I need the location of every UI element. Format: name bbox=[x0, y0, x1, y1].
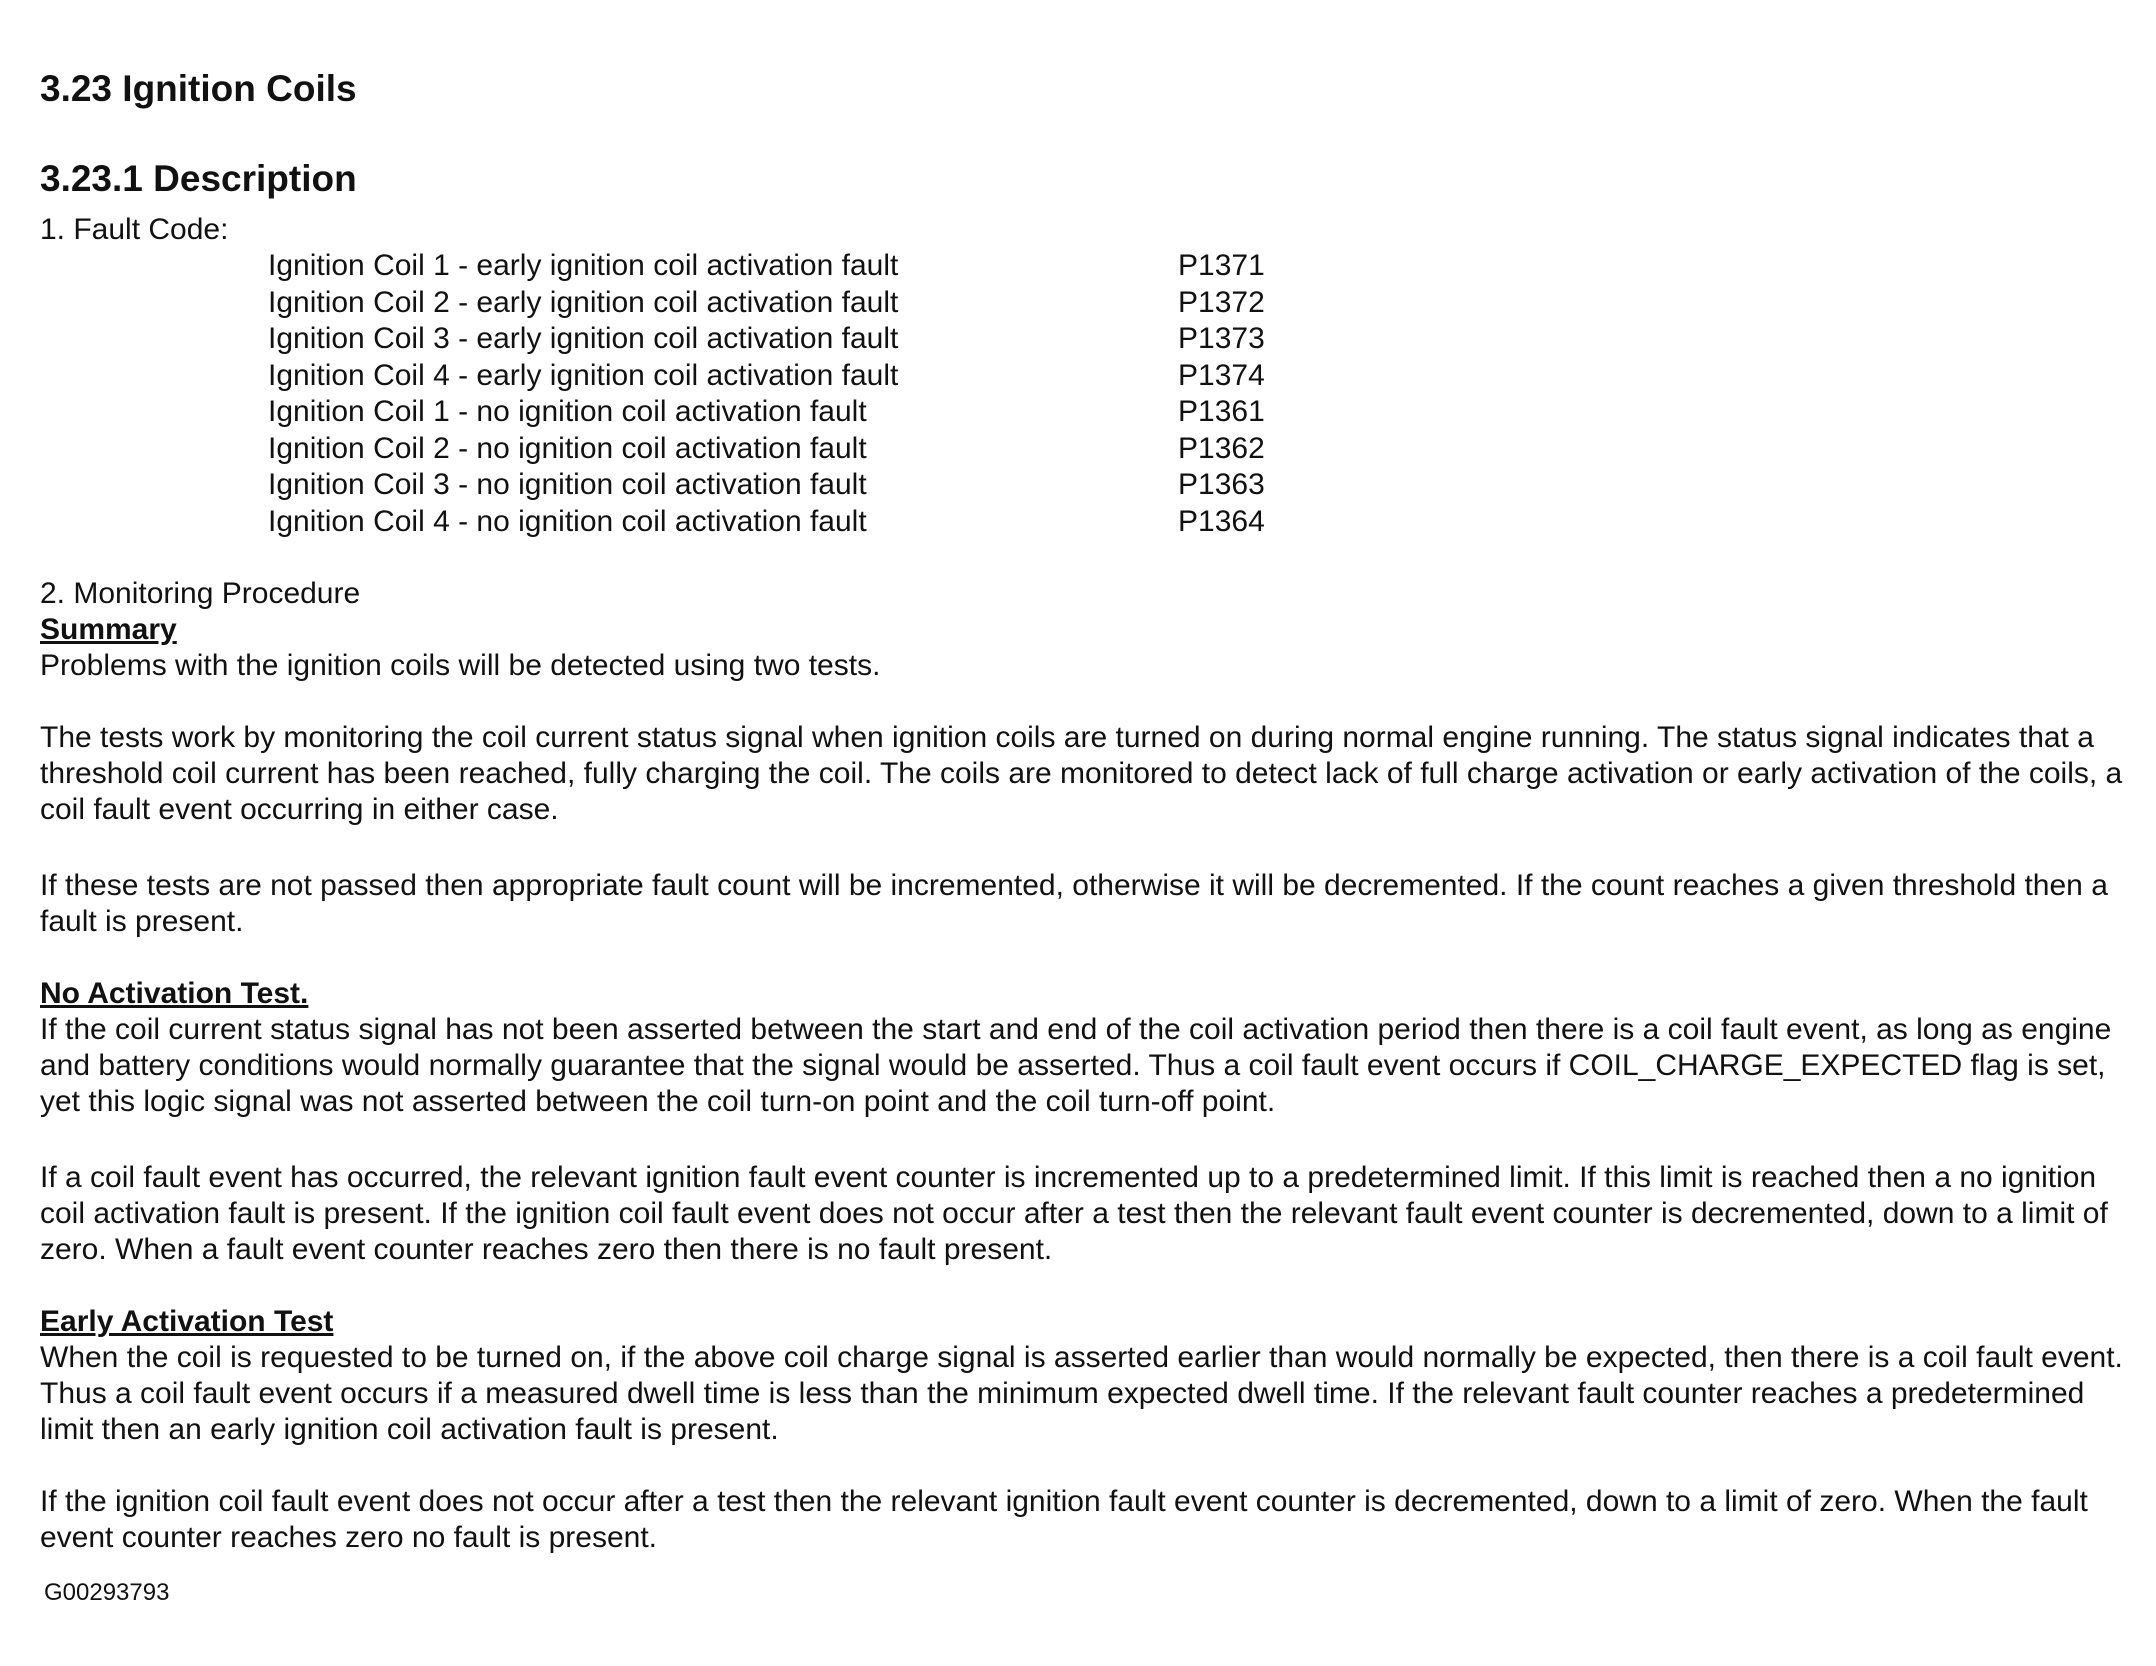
table-row bbox=[268, 394, 1288, 431]
table-row bbox=[268, 321, 1288, 358]
tests-text: The tests work by monitoring the coil current status signal when ignition coils are turned on during normal engine running. The status signal indicates that a threshold coil current has been reached, fully charging the coil. The coils are monitored to detect lack of full charge activation or early activation of the coils, a coil fault event occurring in either case. bbox=[40, 721, 2123, 826]
table-row bbox=[268, 285, 1288, 322]
monitoring-section bbox=[40, 576, 2130, 684]
fault-description: Ignition Coil 3 - no ignition coil activation fault bbox=[268, 468, 867, 501]
early-activation-counter-paragraph bbox=[40, 1484, 2130, 1556]
table-row bbox=[268, 431, 1288, 468]
fault-code-label: 1. Fault Code: bbox=[40, 213, 229, 246]
count-paragraph bbox=[40, 868, 2130, 940]
fault-code: P1373 bbox=[1178, 322, 1265, 355]
early-activation-counter-text: If the ignition coil fault event does not occur after a test then the relevant ignition fault event counter is decremented, down to a limit of zero. When the fault event counter reaches zero no fault is present. bbox=[40, 1485, 2088, 1554]
no-activation-text: If the coil current status signal has not been asserted between the start and end of the coil activation period then there is a coil fault event, as long as engine and battery conditions would normally guarantee that the signal would be asserted. Thus a coil fault event occurs if COIL_CHARGE_EXPECTED flag is set, yet this logic signal was not asserted between the coil turn-on point and the coil turn-off point. bbox=[40, 1013, 2112, 1118]
fault-code-table bbox=[268, 248, 1288, 540]
fault-code: P1362 bbox=[1178, 431, 1265, 465]
fault-description: Ignition Coil 4 - no ignition coil activation fault bbox=[268, 504, 867, 538]
no-activation-heading: No Activation Test. bbox=[40, 977, 309, 1010]
tests-paragraph bbox=[40, 720, 2130, 828]
summary-text: Problems with the ignition coils will be detected using two tests. bbox=[40, 649, 881, 682]
no-activation-section bbox=[40, 976, 2130, 1120]
document-id: G00293793 bbox=[44, 1579, 170, 1606]
no-activation-counter-paragraph bbox=[40, 1160, 2130, 1268]
table-row bbox=[268, 358, 1288, 395]
fault-description: Ignition Coil 1 - early ignition coil activation fault bbox=[268, 249, 899, 282]
fault-code: P1371 bbox=[1178, 249, 1265, 282]
count-text: If these tests are not passed then appropriate fault count will be incremented, otherwise it will be decremented. If the count reaches a given threshold then a fault is present. bbox=[40, 869, 2108, 938]
table-row bbox=[268, 467, 1288, 504]
fault-description: Ignition Coil 1 - no ignition coil activation fault bbox=[268, 395, 867, 428]
fault-code: P1361 bbox=[1178, 395, 1265, 428]
no-activation-counter-text: If a coil fault event has occurred, the relevant ignition fault event counter is incremented up to a predetermined limit. If this limit is reached then a no ignition coil activation fault is present. If the ignition coil fault event does not occur after a test then the relevant fault event counter is decremented, down to a limit of zero. When a fault event counter reaches zero then there is no fault present. bbox=[40, 1161, 2108, 1266]
section-subtitle: 3.23.1 Description bbox=[40, 158, 357, 199]
fault-code: P1374 bbox=[1178, 358, 1265, 392]
fault-description: Ignition Coil 3 - early ignition coil activation fault bbox=[268, 322, 899, 355]
early-activation-heading: Early Activation Test bbox=[40, 1305, 334, 1338]
early-activation-text: When the coil is requested to be turned on, if the above coil charge signal is asserted earlier than would normally be expected, then there is a coil fault event. Thus a coil fault event occurs if a measured dwell time is less than the minimum expected dwell time. If the relevant fault counter reaches a predetermined limit then an early ignition coil activation fault is present. bbox=[40, 1341, 2123, 1446]
early-activation-section bbox=[40, 1304, 2130, 1448]
monitoring-label: 2. Monitoring Procedure bbox=[40, 577, 361, 610]
fault-description: Ignition Coil 2 - no ignition coil activation fault bbox=[268, 431, 867, 465]
summary-heading: Summary bbox=[40, 613, 177, 646]
fault-code: P1363 bbox=[1178, 468, 1265, 501]
section-title: 3.23 Ignition Coils bbox=[40, 68, 357, 109]
table-row bbox=[268, 504, 1288, 541]
fault-code: P1372 bbox=[1178, 285, 1265, 319]
table-row bbox=[268, 248, 1288, 285]
fault-description: Ignition Coil 4 - early ignition coil activation fault bbox=[268, 358, 899, 392]
fault-description: Ignition Coil 2 - early ignition coil activation fault bbox=[268, 285, 899, 319]
fault-code: P1364 bbox=[1178, 504, 1265, 538]
